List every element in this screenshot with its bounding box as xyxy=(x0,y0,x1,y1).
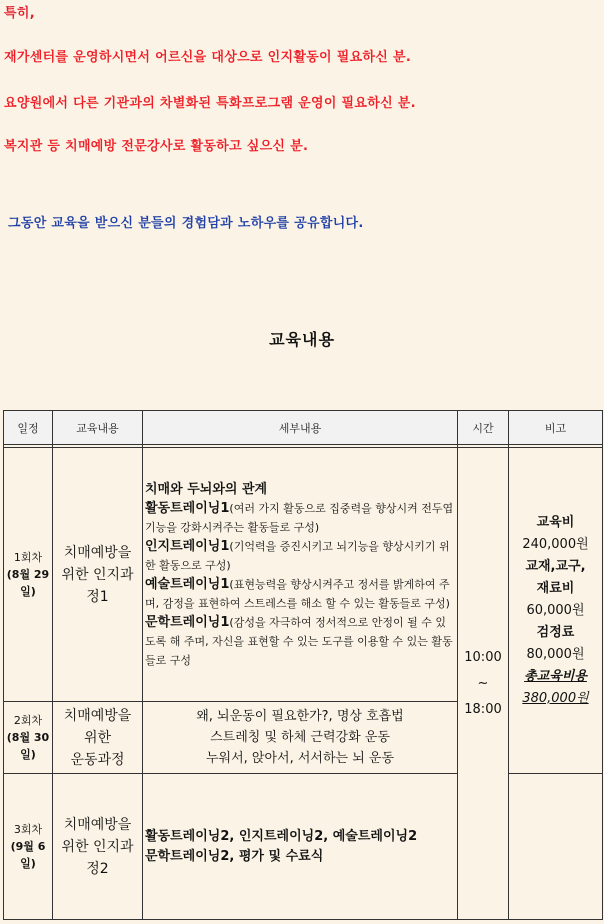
session-3-date: 3회차 (9월 6일) xyxy=(4,774,53,920)
total-fee-label: 총교육비용 xyxy=(524,668,587,684)
schedule-table xyxy=(3,410,603,920)
intro-line-3: 복지관 등 치매예방 전문강사로 활동하고 싶으신 분. xyxy=(4,139,309,154)
header-note: 비고 xyxy=(509,411,603,445)
header-date: 일정 xyxy=(4,411,53,445)
session-3-course: 치매예방을 위한 인지과 정2 xyxy=(53,774,143,920)
session-3-details: 활동트레이닝2, 인지트레이닝2, 예술트레이닝2 문학트레이닝2, 평가 및 수료식 xyxy=(143,774,458,920)
header-time: 시간 xyxy=(458,411,509,445)
intro-line-1: 재가센터를 운영하시면서 어르신을 대상으로 인지활동이 필요하신 분. xyxy=(4,50,412,65)
section-title: 교육내용 xyxy=(269,330,335,349)
table-row xyxy=(4,774,603,920)
session-1-details: 치매와 두뇌와의 관계 활동트레이닝1(여러 가지 활동으로 집중력을 향상시켜 전두엽기능을 강화시켜주는 활동들로 구성) 인지트레이닝1(기억력을 증진시키고 뇌기능을 향상시키기 위한 활동으로 구성) 예술트레이닝1(표현능력을 향상시켜주고 정서를 밝게하여 주며, 감정을 표현하여 스트레스를 해소 할 수 있는 활동들로 구성) 문학트레이닝1(감성을 자극하여 정서적으로 안정이 될 수 있도록 해 주며, 자신을 표현할 수 있는 도구를 이용할 수 있는 활동들로 구성 xyxy=(143,448,458,702)
intro-line-2: 요양원에서 다른 기관과의 차별화된 특화프로그램 운영이 필요하신 분. xyxy=(4,96,416,111)
header-course: 교육내용 xyxy=(53,411,143,445)
table-row xyxy=(4,448,603,702)
fee-note-cell: 교육비 240,000원 교재,교구, 재료비 60,000원 검정료 80,000원 총교육비용 380,000원 xyxy=(509,448,603,774)
table-header-row xyxy=(4,411,603,445)
total-fee-value: 380,000원 xyxy=(522,690,589,706)
header-details: 세부내용 xyxy=(143,411,458,445)
session-1-course: 치매예방을 위한 인지과 정1 xyxy=(53,448,143,702)
session-2-details: 왜, 뇌운동이 필요한가?, 명상 호흡법 스트레칭 및 하체 근력강화 운동 누워서, 앉아서, 서서하는 뇌 운동 xyxy=(143,702,458,774)
session-1-date: 1회차 (8월 29일) xyxy=(4,448,53,702)
session-2-course: 치매예방을 위한 운동과정 xyxy=(53,702,143,774)
session-2-date: 2회차 (8월 30일) xyxy=(4,702,53,774)
intro-section xyxy=(0,0,604,408)
time-cell: 10:00 ~ 18:00 xyxy=(458,448,509,920)
intro-line-4: 그동안 교육을 받으신 분들의 경험담과 노하우를 공유합니다. xyxy=(8,216,364,231)
note-empty-cell xyxy=(509,774,603,920)
intro-line-0: 특히, xyxy=(4,6,35,21)
